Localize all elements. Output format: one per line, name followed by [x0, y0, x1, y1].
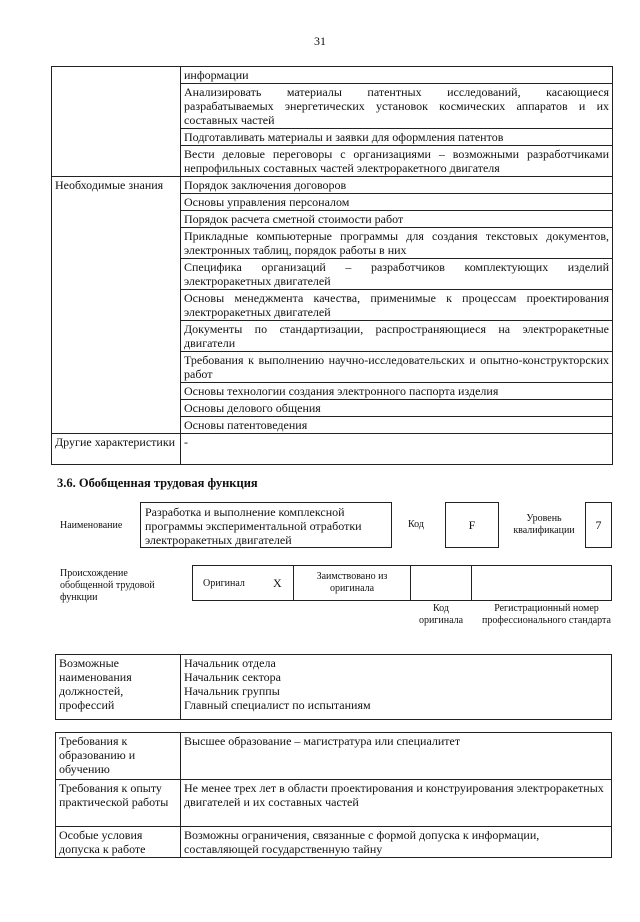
registration-number-box — [471, 565, 612, 601]
name-label: Наименование — [60, 520, 123, 531]
admission-value: Возможны ограничения, связанные с формой допуска к информации, составляющей государственную тайну — [181, 827, 612, 858]
admission-label: Особые условия допуска к работе — [56, 827, 181, 858]
registration-caption: Регистрационный номер профессионального стандарта — [482, 603, 611, 626]
knowledge-item: Основы делового общения — [181, 400, 613, 417]
knowledge-item: Прикладные компьютерные программы для создания текстовых документов, электронных таблиц, порядок работы в них — [181, 228, 613, 259]
skill-item: Вести деловые переговоры с организациями – возможными разработчиками непрофильных составных частей электроракетного двигателя — [181, 146, 613, 177]
code-box — [445, 502, 499, 548]
row-label-continued — [52, 67, 181, 177]
position-item: Начальник сектора — [184, 670, 281, 684]
other-item: - — [181, 434, 613, 465]
knowledge-item: Специфика организаций – разработчиков комплектующих изделий электроракетных двигателей — [181, 259, 613, 290]
skill-item: информации — [181, 67, 613, 84]
level-label: Уровень квалификации — [513, 513, 575, 536]
knowledge-item: Требования к выполнению научно-исследовательских и опытно-конструкторских работ — [181, 352, 613, 383]
education-label: Требования к образованию и обучению — [56, 733, 181, 780]
knowledge-item: Основы управления персоналом — [181, 194, 613, 211]
positions-table — [55, 654, 612, 720]
section-title: 3.6. Обобщенная трудовая функция — [57, 476, 258, 490]
row-label-knowledge: Необходимые знания — [52, 177, 181, 434]
page-number: 31 — [314, 34, 326, 48]
experience-label: Требования к опыту практической работы — [56, 780, 181, 827]
skill-item: Анализировать материалы патентных исследований, касающиеся разрабатываемых энергетических установок космических аппаратов и их составных частей — [181, 84, 613, 129]
experience-value: Не менее трех лет в области проектирования и конструирования электроракетных двигателей и их составных частей — [181, 780, 612, 827]
positions-label: Возможные наименования должностей, профессий — [56, 655, 181, 720]
skills-table — [51, 66, 613, 465]
original-label: Оригинал — [203, 578, 245, 589]
position-item: Главный специалист по испытаниям — [184, 698, 371, 712]
positions-list — [181, 655, 612, 720]
original-code-box — [410, 565, 472, 601]
function-name-value: Разработка и выполнение комплексной программы экспериментальной отработки электроракетных двигателей — [145, 505, 362, 547]
position-item: Начальник группы — [184, 684, 280, 698]
position-item: Начальник отдела — [184, 656, 276, 670]
original-mark: X — [273, 576, 282, 590]
function-name-box — [140, 502, 392, 548]
skill-item: Подготавливать материалы и заявки для оформления патентов — [181, 129, 613, 146]
knowledge-item: Документы по стандартизации, распространяющиеся на электроракетные двигатели — [181, 321, 613, 352]
level-box — [585, 502, 612, 548]
knowledge-item: Порядок заключения договоров — [181, 177, 613, 194]
borrowed-label: Заимствовано из оригинала — [316, 571, 388, 594]
level-value: 7 — [595, 517, 602, 532]
knowledge-item: Порядок расчета сметной стоимости работ — [181, 211, 613, 228]
knowledge-item: Основы технологии создания электронного паспорта изделия — [181, 383, 613, 400]
code-caption: Код оригинала — [418, 603, 464, 626]
knowledge-item: Основы патентоведения — [181, 417, 613, 434]
borrowed-box — [293, 565, 411, 601]
code-value: F — [468, 517, 476, 532]
origin-label: Происхождение обобщенной трудовой функции — [60, 568, 155, 603]
knowledge-item: Основы менеджмента качества, применимые к процессам проектирования электроракетных двигателей — [181, 290, 613, 321]
code-label: Код — [408, 519, 424, 530]
original-box — [192, 565, 294, 601]
requirements-table — [55, 732, 612, 858]
row-label-other: Другие характеристики — [52, 434, 181, 465]
education-value: Высшее образование – магистратура или специалитет — [181, 733, 612, 780]
